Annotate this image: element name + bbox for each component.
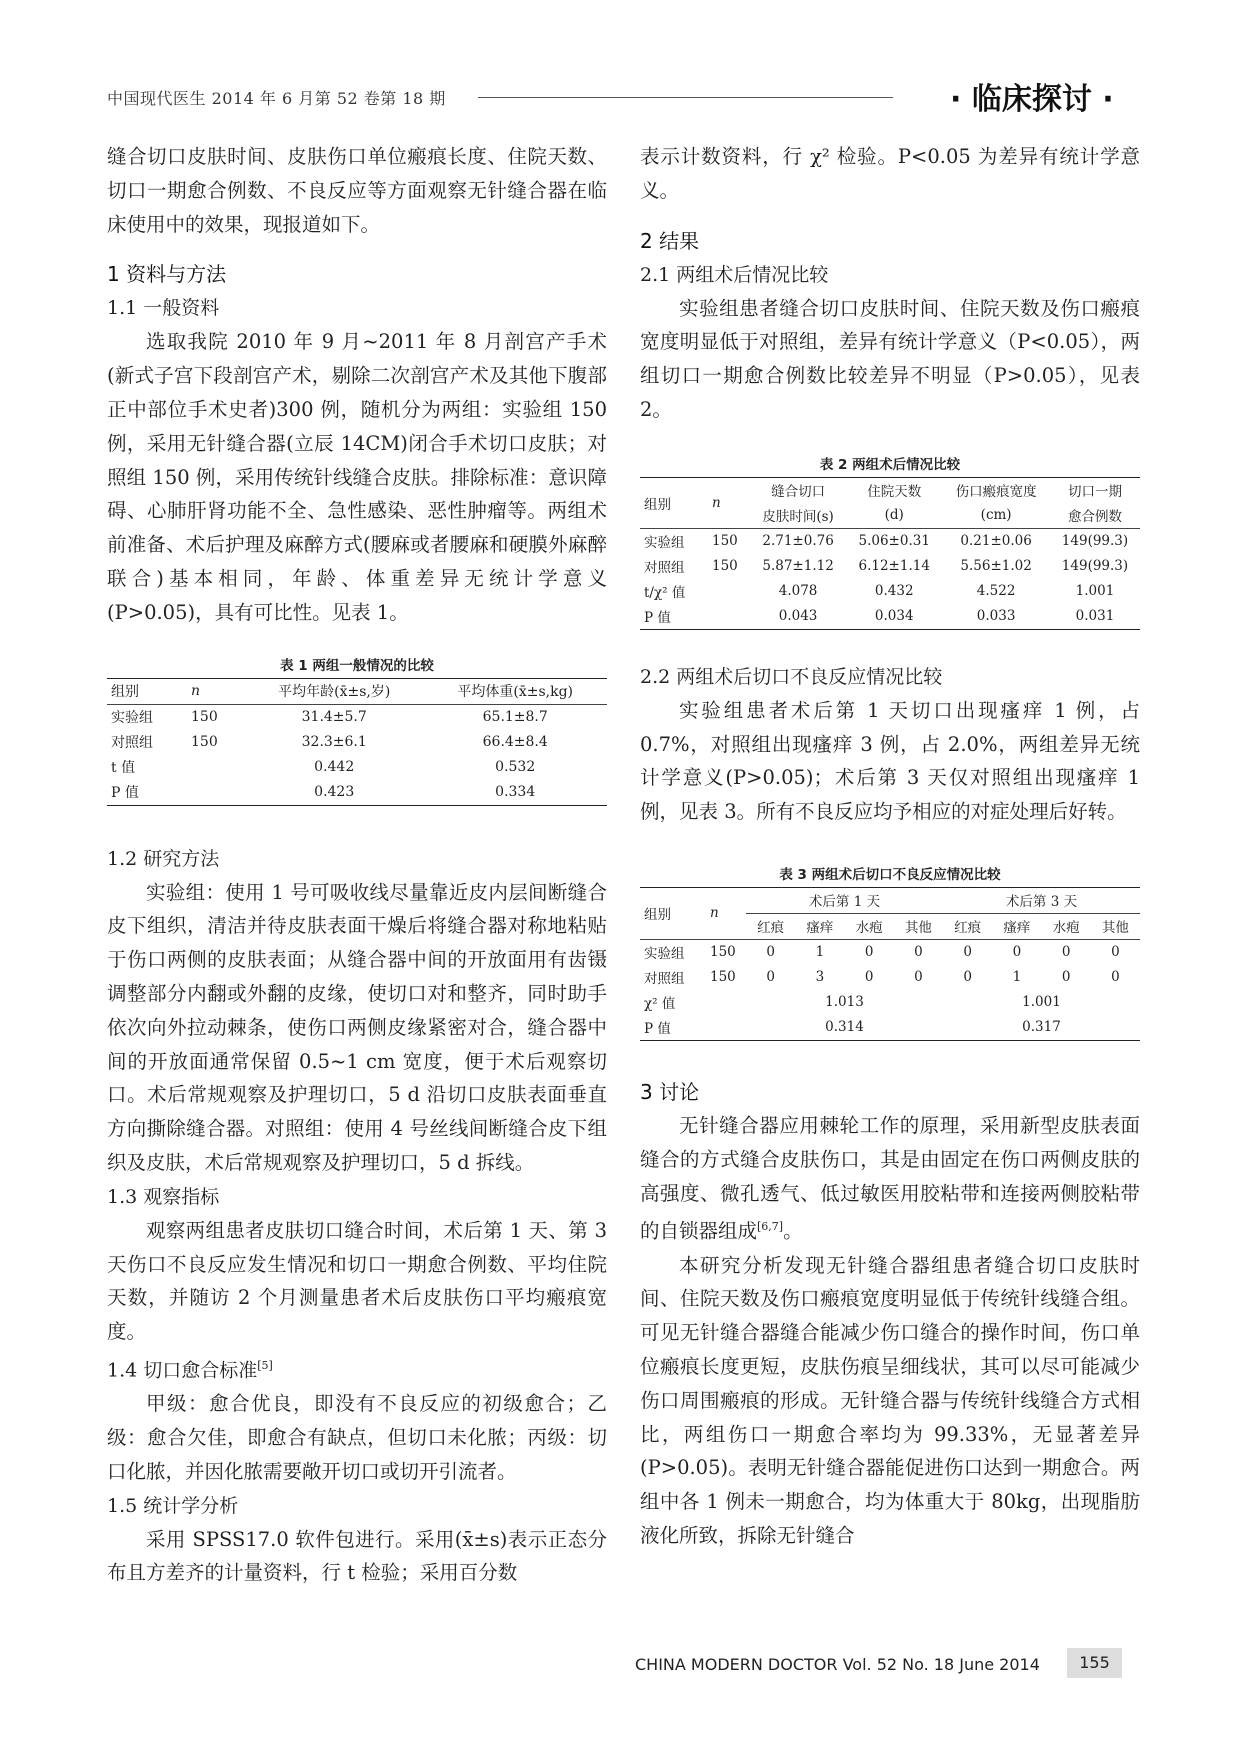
table-cell: 0 <box>1012 944 1022 961</box>
table-row <box>107 755 607 780</box>
table-cell: 0 <box>1111 944 1120 961</box>
table-1-header-cell: 平均体重(x̄±s,kg) <box>423 678 607 704</box>
page-number: 155 <box>1067 1648 1122 1678</box>
table-cell: 150 <box>191 709 218 726</box>
study-method-heading: 1.2 研究方法 <box>107 847 220 870</box>
methods-heading: 1 资料与方法 <box>107 262 227 287</box>
table-cell: t/χ² 值 <box>644 585 686 602</box>
general-paragraph: 选取我院 2010 年 9 月~2011 年 8 月剖宫产手术(新式子宫下段剖宫产术，剔除二次剖宫产术及其他下腹部正中部位手术史者)300 例，随机分为两组：实验组 150 例，采用无针缝合器(立辰 14CM)闭合手术切口皮肤；对照组 150 例，采用传统针线缝合皮肤。排除标准：意识障碍、心肺肝肾功能不全、急性感染、恶性肿瘤等。两组术前准备、术后护理及麻醉方式(腰麻或者腰麻和硬膜外麻醉联合)基本相同，年龄、体重差异无统计学意义(P>0.05)，具有可比性。见表 1。 <box>107 330 607 624</box>
table-cell: 31.4±5.7 <box>301 709 367 726</box>
table-row <box>640 1015 1140 1041</box>
table-3-header-cell: 术后第 1 天 <box>746 887 943 913</box>
table-cell: 0 <box>864 969 874 986</box>
postop-paragraph: 实验组患者缝合切口皮肤时间、住院天数及伤口瘢痕宽度明显低于对照组，差异有统计学意义（P<0.05），两组切口一期愈合例数比较差异不明显（P>0.05），见表 2。 <box>640 296 1140 421</box>
table-cell: 1.013 <box>825 994 864 1011</box>
table-cell: 0 <box>963 944 972 961</box>
table-cell: 0.423 <box>314 784 355 801</box>
table-cell: P 值 <box>644 610 671 627</box>
table-2-header-cell: 住院天数 <box>867 484 922 501</box>
table-cell: 2.71±0.76 <box>762 533 834 550</box>
table-cell: 0.442 <box>314 759 355 776</box>
intro-paragraph: 缝合切口皮肤时间、皮肤伤口单位瘢痕长度、住院天数、切口一期愈合例数、不良反应等方面观察无针缝合器在临床使用中的效果，现报道如下。 <box>107 145 607 236</box>
table-row <box>640 939 1140 965</box>
table-row <box>640 528 1140 554</box>
table-3-subheader: 瘙痒 <box>992 913 1041 939</box>
table-3-subheader: 水疱 <box>1042 913 1091 939</box>
table-cell: 实验组 <box>111 710 153 727</box>
table-3-header-cell: 组别 <box>640 887 706 939</box>
stat-heading: 1.5 统计学分析 <box>107 1494 239 1517</box>
stat-paragraph: 采用 SPSS17.0 软件包进行。采用(x̄±s)表示正态分布且方差齐的计量资料，行 t 检验；采用百分数 <box>107 1527 607 1585</box>
table-row <box>107 730 607 755</box>
discussion-text: 无针缝合器应用棘轮工作的原理，采用新型皮肤表面缝合的方式缝合皮肤伤口，其是由固定在伤口两侧皮肤的高强度、微孔透气、低过敏医用胶粘带和连接两侧胶粘带的自锁器组成 <box>640 1113 1140 1243</box>
table-2-header-cell: (d) <box>846 503 942 529</box>
table-cell <box>187 755 245 780</box>
healing-paragraph: 甲级：愈合优良，即没有不良反应的初级愈合；乙级：愈合欠佳，即愈合有缺点，但切口未化脓；丙级：切口化脓，并因化脓需要敞开切口或切开引流者。 <box>107 1392 607 1483</box>
adverse-heading: 2.2 两组术后切口不良反应情况比较 <box>640 665 943 688</box>
discussion-paragraph-2: 本研究分析发现无针缝合器组患者缝合切口皮肤时间、住院天数及伤口瘢痕宽度明显低于传统针线缝合组。可见无针缝合器缝合能减少伤口缝合的操作时间，伤口单位瘢痕长度更短，皮肤伤痕呈细线状，其可以尽可能减少伤口周围瘢痕的形成。无针缝合器与传统针线缝合方式相比，两组伤口一期愈合率均为 99.33%，无显著差异(P>0.05)。表明无针缝合器能促进伤口达到一期愈合。两组中各 1 例未一期愈合，均为体重大于 80kg，出现脂肪液化所致，拆除无针缝合 <box>640 1253 1140 1548</box>
study-method-paragraph: 实验组：使用 1 号可吸收线尽量靠近皮内层间断缝合皮下组织，清洁并待皮肤表面干燥后将缝合器对称地粘贴于伤口两侧的皮肤表面；从缝合器中间的开放面用有齿镊调整部分内翻或外翻的皮缘，使切口对和整齐，同时助手依次向外拉动棘条，使伤口两侧皮缘紧密对合，缝合器中间的开放面通常保留 0.5~1 cm 宽度，便于术后观察切口。术后常规观察及护理切口，5 d 沿切口皮肤表面垂直方向撕除缝合器。对照组：使用 4 号丝线间断缝合皮下组织及皮肤，术后常规观察及护理切口，5 d 拆线。 <box>107 880 607 1174</box>
table-cell: 0.334 <box>495 784 536 801</box>
table-cell: 1.001 <box>1075 583 1115 600</box>
table-2-header-cell: 愈合例数 <box>1050 503 1140 529</box>
table-cell: 对照组 <box>111 735 153 752</box>
table-cell: 32.3±6.1 <box>301 734 367 751</box>
table-2-header-cell: 切口一期 <box>1067 484 1122 501</box>
citation-ref: [5] <box>257 1358 273 1372</box>
table-cell: 66.4±8.4 <box>482 734 548 751</box>
table-cell: P 值 <box>111 785 139 802</box>
table-cell: 0.21±0.06 <box>960 533 1032 550</box>
table-cell: 0.043 <box>778 608 818 625</box>
table-cell: 对照组 <box>644 560 685 577</box>
observe-paragraph: 观察两组患者皮肤切口缝合时间，术后第 1 天、第 3 天伤口不良反应发生情况和切口一期愈合例数、平均住院天数，并随访 2 个月测量患者术后皮肤伤口平均瘢痕宽度。 <box>107 1218 607 1344</box>
table-cell: 65.1±8.7 <box>482 709 548 726</box>
table-cell: 0.314 <box>825 1019 864 1036</box>
table-cell: 0 <box>914 969 923 986</box>
table-cell: 0 <box>963 969 972 986</box>
table-3-title: 表 3 两组术后切口不良反应情况比较 <box>779 866 1001 883</box>
table-cell: 实验组 <box>644 946 685 963</box>
table-cell: 3 <box>815 969 825 986</box>
table-3-subheader: 其他 <box>894 913 943 939</box>
general-heading: 1.1 一般资料 <box>107 297 220 320</box>
table-1-title: 表 1 两组一般情况的比较 <box>280 657 434 674</box>
table-cell: 0 <box>1061 969 1071 986</box>
stat-paragraph-continued: 表示计数资料，行 χ² 检验。P<0.05 为差异有统计学意义。 <box>640 145 1140 202</box>
right-column <box>640 140 1140 1553</box>
table-row <box>640 554 1140 579</box>
table-cell: t 值 <box>111 760 136 777</box>
discussion-text-end: 。 <box>783 1219 803 1243</box>
table-1 <box>107 654 607 806</box>
table-2-title: 表 2 两组术后情况比较 <box>819 456 961 473</box>
table-row <box>640 604 1140 630</box>
observe-heading: 1.3 观察指标 <box>107 1185 220 1208</box>
table-cell: P 值 <box>644 1021 671 1038</box>
table-cell: 0.532 <box>495 759 536 776</box>
table-1-header-cell: 组别 <box>107 678 187 704</box>
table-2-header-cell: 缝合切口 <box>771 484 826 501</box>
table-cell: 150 <box>710 969 736 986</box>
table-3-subheader: 红痕 <box>943 913 992 939</box>
postop-heading: 2.1 两组术后情况比较 <box>640 263 829 286</box>
table-3-subheader: 其他 <box>1091 913 1140 939</box>
table-row <box>107 780 607 806</box>
table-cell: 5.87±1.12 <box>762 558 834 575</box>
table-cell: 0 <box>766 969 775 986</box>
table-2-header-cell: n <box>708 477 750 528</box>
table-1-header-cell: n <box>187 678 245 704</box>
table-cell: 0 <box>1111 969 1120 986</box>
citation-ref: [6,7] <box>757 1220 784 1234</box>
table-cell: χ² 值 <box>644 996 676 1013</box>
table-cell: 实验组 <box>644 535 685 552</box>
header-rule <box>478 97 893 98</box>
table-cell: 1.001 <box>1022 994 1061 1011</box>
table-2-header-cell: 组别 <box>640 477 708 528</box>
healing-heading <box>107 1349 607 1387</box>
table-3-header-cell: n <box>706 887 746 939</box>
table-row <box>640 990 1140 1015</box>
table-cell: 5.56±1.02 <box>960 558 1032 575</box>
table-cell: 0.317 <box>1022 1019 1061 1036</box>
table-3 <box>640 863 1140 1041</box>
table-cell: 5.06±0.31 <box>858 533 930 550</box>
journal-footer: CHINA MODERN DOCTOR Vol. 52 No. 18 June 2014 <box>635 1655 1040 1674</box>
table-3-header-cell: 术后第 3 天 <box>943 887 1140 913</box>
table-cell: 150 <box>710 944 736 961</box>
discussion-heading: 3 讨论 <box>640 1079 700 1104</box>
table-row <box>640 965 1140 990</box>
table-2 <box>640 453 1140 630</box>
table-cell <box>708 579 750 604</box>
table-row <box>107 704 607 730</box>
table-2-header-cell: (cm) <box>942 503 1050 529</box>
table-cell: 149(99.3) <box>1061 533 1129 550</box>
table-cell <box>708 604 750 630</box>
table-row <box>640 579 1140 604</box>
table-cell: 4.522 <box>976 583 1016 600</box>
table-3-subheader: 瘙痒 <box>795 913 844 939</box>
table-cell: 对照组 <box>644 971 685 988</box>
table-cell: 0.031 <box>1075 608 1115 625</box>
table-cell: 150 <box>712 558 738 575</box>
table-cell: 0 <box>914 944 923 961</box>
left-column <box>107 140 607 1590</box>
table-cell: 0.432 <box>874 583 914 600</box>
table-cell: 0.034 <box>874 608 914 625</box>
table-2-header-cell: 伤口瘢痕宽度 <box>955 484 1037 501</box>
discussion-paragraph-1 <box>640 1109 1140 1249</box>
adverse-paragraph: 实验组患者术后第 1 天切口出现瘙痒 1 例，占 0.7%，对照组出现瘙痒 3 例，占 2.0%，两组差异无统计学意义(P>0.05)；术后第 3 天仅对照组出现瘙痒 1 例，见表 3。所有不良反应均予相应的对症处理后好转。 <box>640 698 1140 824</box>
table-1-header-cell: 平均年龄(x̄±s,岁) <box>245 678 423 704</box>
table-cell: 4.078 <box>778 583 818 600</box>
table-cell: 1 <box>1012 969 1022 986</box>
section-title: · 临床探讨 · <box>950 82 1114 117</box>
table-cell: 0 <box>864 944 874 961</box>
table-cell: 0 <box>766 944 775 961</box>
table-cell: 150 <box>191 734 218 751</box>
table-cell: 0 <box>1061 944 1071 961</box>
table-2-header-cell: 皮肤时间(s) <box>750 503 846 529</box>
table-cell: 1 <box>815 944 825 961</box>
results-heading: 2 结果 <box>640 228 700 253</box>
table-cell: 149(99.3) <box>1061 558 1129 575</box>
table-3-subheader: 红痕 <box>746 913 795 939</box>
table-3-subheader: 水疱 <box>845 913 894 939</box>
healing-heading-text: 1.4 切口愈合标准 <box>107 1359 258 1382</box>
table-cell <box>187 780 245 806</box>
table-cell: 0.033 <box>976 608 1016 625</box>
journal-header: 中国现代医生 2014 年 6 月第 52 卷第 18 期 <box>107 89 446 108</box>
table-cell: 6.12±1.14 <box>858 558 930 575</box>
table-cell: 150 <box>712 533 738 550</box>
